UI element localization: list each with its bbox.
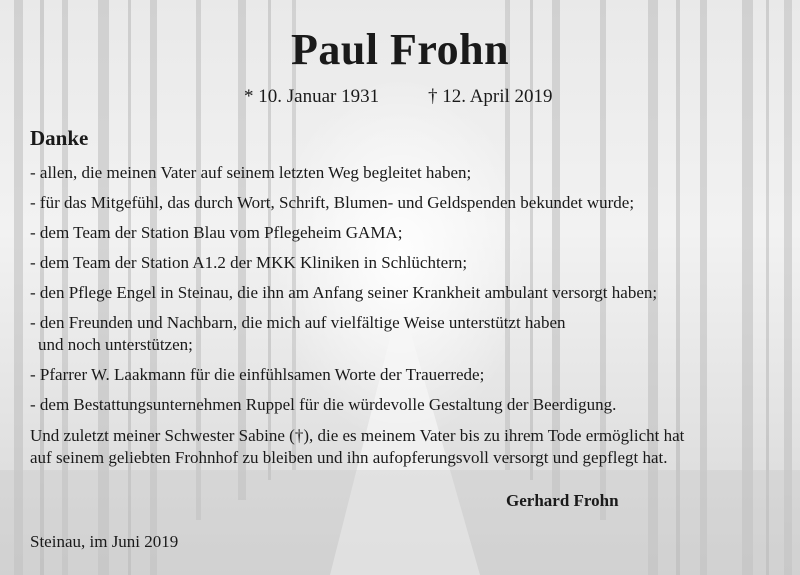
thanks-line-continued: und noch unterstützen; [38,335,193,354]
thanks-line: - dem Bestattungsunternehmen Ruppel für die würdevolle Gestaltung der Beerdigung. [30,395,617,414]
closing-line: Und zuletzt meiner Schwester Sabine (†), die es meinem Vater bis zu ihrem Tode ermöglicht hat [30,426,685,445]
signature: Gerhard Frohn [506,491,619,510]
thanks-list [30,162,780,424]
thanks-item [30,252,780,274]
thanks-line: - den Pflege Engel in Steinau, die ihn am Anfang seiner Krankheit ambulant versorgt haben; [30,283,658,302]
closing-paragraph [30,425,790,469]
thanks-line: - allen, die meinen Vater auf seinem letzten Weg begleitet haben; [30,163,472,182]
closing-line: auf seinem geliebten Frohnhof zu bleiben und ihn aufopferungsvoll versorgt und gepflegt hat. [30,448,668,467]
thanks-item [30,222,780,244]
thanks-line: - Pfarrer W. Laakmann für die einfühlsamen Worte der Trauerrede; [30,365,485,384]
thanks-item [30,192,780,214]
place-and-date: Steinau, im Juni 2019 [30,532,179,551]
thanks-heading: Danke [30,126,89,150]
deceased-name: Paul Frohn [290,25,510,74]
thanks-line: - dem Team der Station A1.2 der MKK Kliniken in Schlüchtern; [30,253,468,272]
thanks-line: - für das Mitgefühl, das durch Wort, Schrift, Blumen- und Geldspenden bekundet wurde; [30,193,635,212]
thanks-line: - den Freunden und Nachbarn, die mich auf vielfältige Weise unterstützt haben [30,313,566,332]
birth-date: * 10. Januar 1931 [244,86,380,107]
thanks-item [30,364,780,386]
thanks-item [30,394,780,416]
thanks-item [30,282,780,304]
death-date: † 12. April 2019 [428,86,553,107]
thanks-line: - dem Team der Station Blau vom Pflegeheim GAMA; [30,223,403,242]
thanks-item [30,162,780,184]
thanks-item [30,312,780,356]
